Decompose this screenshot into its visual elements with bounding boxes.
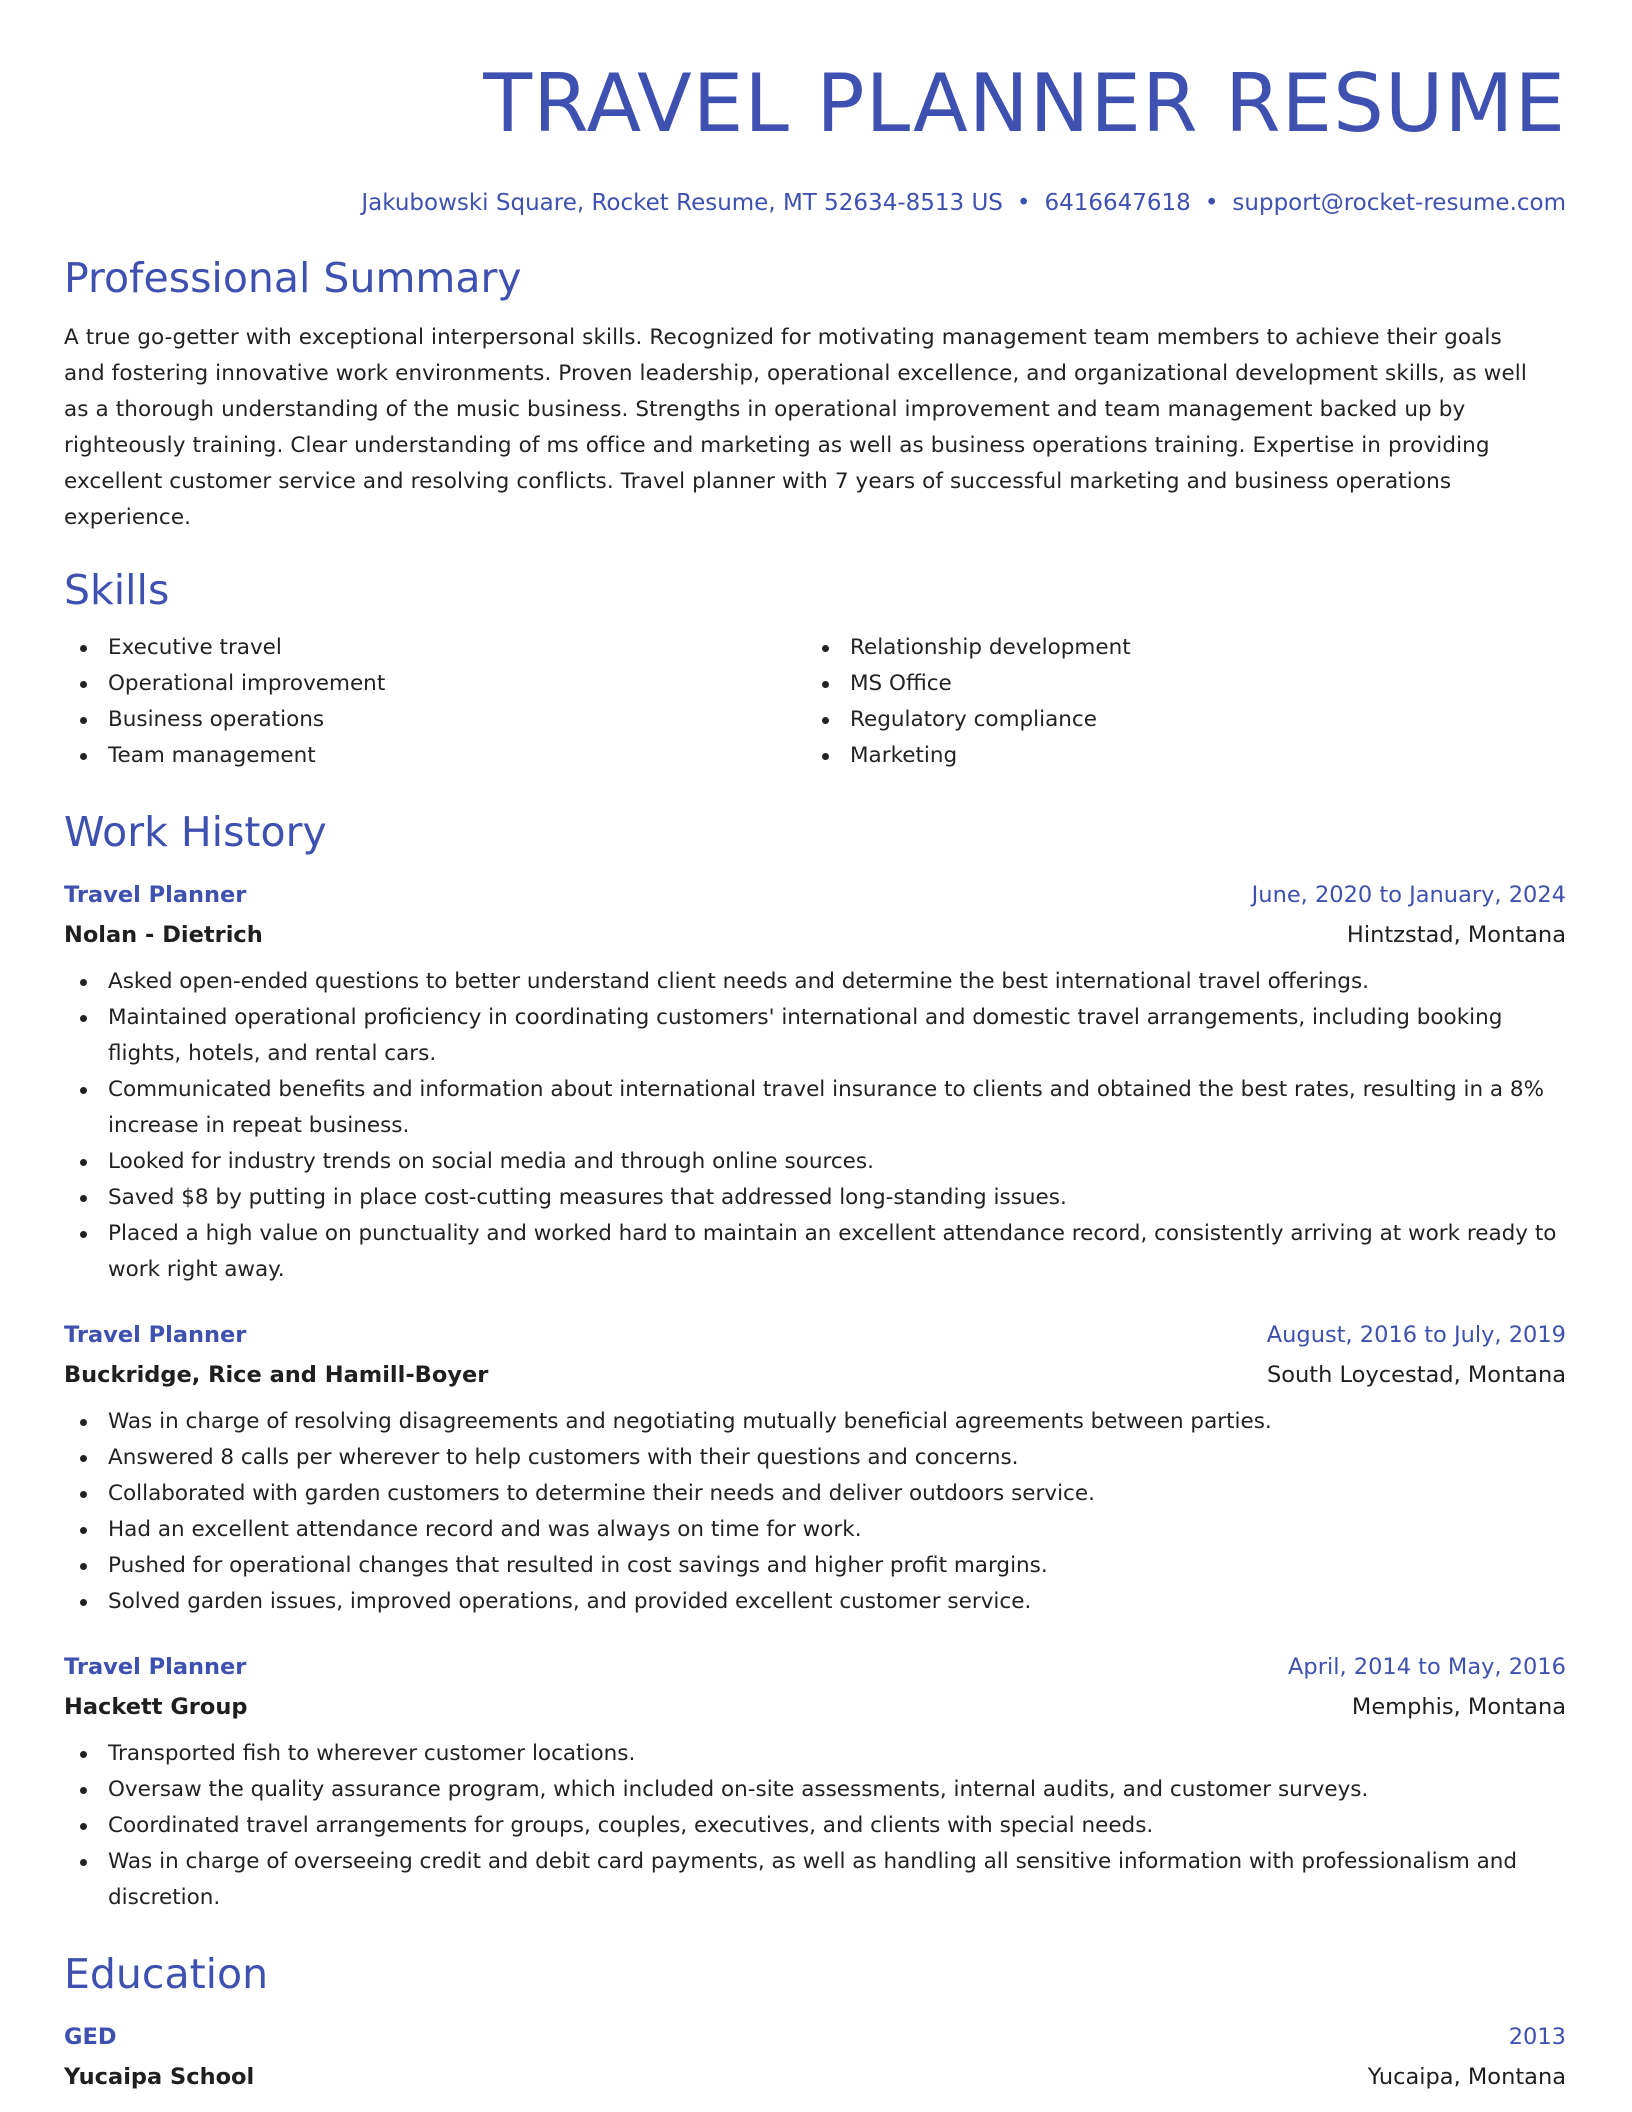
separator-dot: • xyxy=(1204,190,1219,216)
job-company: Nolan - Dietrich xyxy=(64,922,263,948)
skills-list xyxy=(64,630,1566,774)
education-year: 2013 xyxy=(1508,2024,1566,2050)
job-location: Memphis, Montana xyxy=(1351,1694,1566,1720)
education-heading: Education xyxy=(64,1950,269,1998)
job-dates: April, 2014 to May, 2016 xyxy=(1288,1654,1566,1680)
job-bullet: Placed a high value on punctuality and worked hard to maintain an excellent attendance record, consistently arriving at work ready to work right away. xyxy=(64,1216,1566,1288)
skill-item: Marketing xyxy=(806,738,1548,774)
job-bullet: Was in charge of resolving disagreements and negotiating mutually beneficial agreements between parties. xyxy=(64,1404,1566,1440)
job-company: Buckridge, Rice and Hamill-Boyer xyxy=(64,1362,489,1388)
skills-column-right xyxy=(806,630,1548,774)
job-entry xyxy=(64,1318,1566,1620)
phone: 6416647618 xyxy=(1044,190,1191,216)
job-role: Travel Planner xyxy=(64,1322,247,1348)
job-bullet: Collaborated with garden customers to determine their needs and deliver outdoors service. xyxy=(64,1476,1566,1512)
summary-heading: Professional Summary xyxy=(64,254,522,302)
skill-item: Regulatory compliance xyxy=(806,702,1548,738)
contact-line xyxy=(64,188,1566,218)
job-location: Hintzstad, Montana xyxy=(1346,922,1566,948)
skill-item: Relationship development xyxy=(806,630,1548,666)
job-bullets xyxy=(64,1736,1566,1916)
job-bullets xyxy=(64,1404,1566,1620)
work-history-heading: Work History xyxy=(64,808,327,856)
job-entry xyxy=(64,1650,1566,1916)
skill-item: Executive travel xyxy=(64,630,806,666)
job-bullet: Had an excellent attendance record and was always on time for work. xyxy=(64,1512,1566,1548)
job-bullet: Maintained operational proficiency in coordinating customers' international and domestic travel arrangements, including booking flights, hotels, and rental cars. xyxy=(64,1000,1566,1072)
job-bullet: Asked open-ended questions to better understand client needs and determine the best international travel offerings. xyxy=(64,964,1566,1000)
job-bullet: Answered 8 calls per wherever to help customers with their questions and concerns. xyxy=(64,1440,1566,1476)
skill-item: Business operations xyxy=(64,702,806,738)
skill-item: MS Office xyxy=(806,666,1548,702)
job-bullet: Oversaw the quality assurance program, which included on-site assessments, internal audits, and customer surveys. xyxy=(64,1772,1566,1808)
job-role: Travel Planner xyxy=(64,882,247,908)
education-school: Yucaipa School xyxy=(64,2064,255,2090)
job-location: South Loycestad, Montana xyxy=(1267,1362,1566,1388)
job-dates: August, 2016 to July, 2019 xyxy=(1266,1322,1566,1348)
resume-title: TRAVEL PLANNER RESUME xyxy=(483,57,1566,150)
job-bullet: Looked for industry trends on social media and through online sources. xyxy=(64,1144,1566,1180)
job-bullet: Pushed for operational changes that resulted in cost savings and higher profit margins. xyxy=(64,1548,1566,1584)
education-degree: GED xyxy=(64,2024,117,2050)
job-bullet: Solved garden issues, improved operations, and provided excellent customer service. xyxy=(64,1584,1566,1620)
skills-heading: Skills xyxy=(64,566,170,614)
job-bullet: Coordinated travel arrangements for groups, couples, executives, and clients with special needs. xyxy=(64,1808,1566,1844)
job-bullet: Transported fish to wherever customer locations. xyxy=(64,1736,1566,1772)
separator-dot: • xyxy=(1016,190,1031,216)
email: support@rocket-resume.com xyxy=(1232,190,1566,216)
skill-item: Team management xyxy=(64,738,806,774)
job-bullet: Was in charge of overseeing credit and debit card payments, as well as handling all sensitive information with professionalism and discretion. xyxy=(64,1844,1566,1916)
education-entry xyxy=(64,2020,1566,2094)
job-bullet: Communicated benefits and information about international travel insurance to clients and obtained the best rates, resulting in a 8% increase in repeat business. xyxy=(64,1072,1566,1144)
address: Jakubowski Square, Rocket Resume, MT 52634-8513 US xyxy=(361,190,1003,216)
job-bullets xyxy=(64,964,1566,1288)
job-company: Hackett Group xyxy=(64,1694,248,1720)
summary-text: A true go-getter with exceptional interpersonal skills. Recognized for motivating management team members to achieve their goals and fostering innovative work environments. Proven leadership, operational excellence, and organizational development skills, as well as a thorough understanding of the music business. Strengths in operational improvement and team management backed up by righteously training. Clear understanding of ms office and marketing as well as business operations training. Expertise in providing excellent customer service and resolving conflicts. Travel planner with 7 years of successful marketing and business operations experience. xyxy=(64,325,1527,530)
skills-column-left xyxy=(64,630,806,774)
job-dates: June, 2020 to January, 2024 xyxy=(1251,882,1566,908)
job-entry xyxy=(64,878,1566,1288)
education-location: Yucaipa, Montana xyxy=(1367,2064,1566,2090)
skill-item: Operational improvement xyxy=(64,666,806,702)
job-bullet: Saved $8 by putting in place cost-cutting measures that addressed long-standing issues. xyxy=(64,1180,1566,1216)
job-role: Travel Planner xyxy=(64,1654,247,1680)
